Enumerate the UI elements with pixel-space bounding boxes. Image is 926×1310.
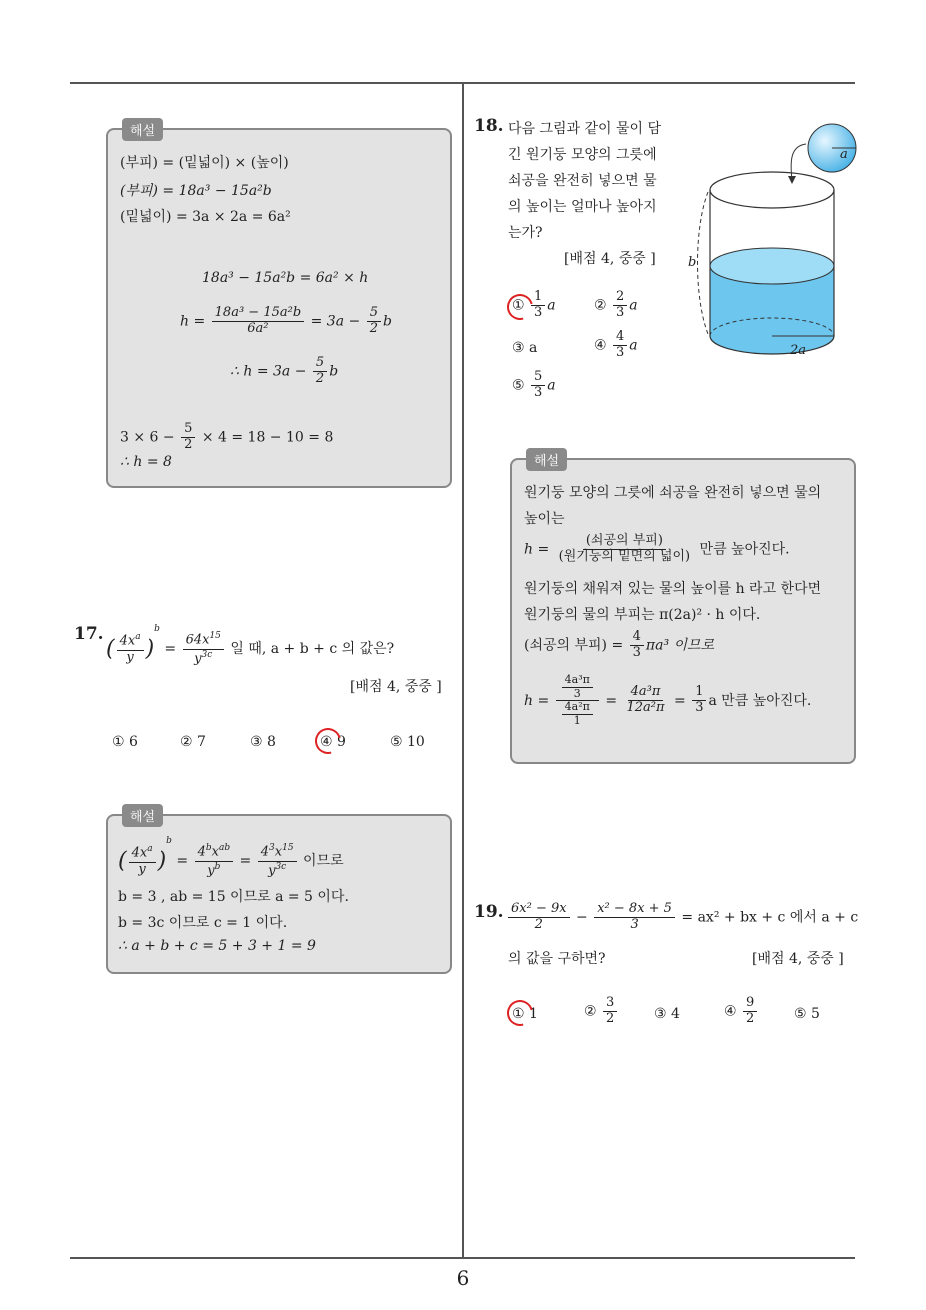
q18-choice-3[interactable]: ③ a	[512, 340, 538, 356]
sol16-line5: h = $\frac{\text{18a³ − 15a²b}}{\text{6a²}}$ = 3a − $\frac{5}{2}$ b	[180, 305, 392, 336]
sol18-line7: h = $\frac{\frac{\text{4a³π}}{3}}{\frac{\text{4a²π}}{1}}$ = $\frac{\text{4a³π}}{\text{12a²π}}$ = $\frac{1}{3}$ a 만큼 높아진다.	[524, 673, 812, 727]
solution-box-16	[106, 124, 452, 488]
cylinder-figure	[686, 118, 862, 374]
q18-choice-5[interactable]: ⑤ $\frac{5}{3}$ a	[512, 369, 556, 400]
q19-choice-4[interactable]: ④ $\frac{9}{2}$	[724, 996, 759, 1027]
question-17-equation: ( $\frac{4x^a}{y}$ )$^b$ = $\frac{64x^{15}}{y^{3c}}$ 일 때, a + b + c 의 값은?	[106, 624, 395, 666]
q17-choice-3[interactable]: ③ 8	[250, 734, 276, 750]
sol16-line4: 18a³ − 15a²b = 6a² × h	[202, 270, 369, 286]
cylinder-radius-label: 2a	[790, 343, 807, 358]
sol16-line3: (밑넓이) = 3a × 2a = 6a²	[120, 209, 291, 225]
q18-choice-1[interactable]: ① $\frac{1}{3}$ a	[512, 289, 556, 320]
q17-choice-4[interactable]: ④ 9	[320, 734, 346, 750]
question-17-number: 17.	[74, 624, 104, 644]
sol18-line4: 원기둥의 채워져 있는 물의 높이를 h 라고 한다면	[524, 581, 822, 597]
sol18-line5: 원기둥의 물의 부피는 π(2a)² · h 이다.	[524, 607, 761, 623]
q18-choice-2[interactable]: ② $\frac{2}{3}$ a	[594, 289, 638, 320]
sol18-line3: h = $\frac{\text{(쇠공의 부피)}}{\text{(원기둥의 밑면의 넓이)}}$ 만큼 높아진다.	[524, 533, 790, 564]
solution-tag: 해설	[122, 118, 163, 141]
solution-tag: 해설	[122, 804, 163, 827]
question-19-meta: [배점 4, 중중 ]	[752, 951, 844, 967]
ball-radius-label: a	[840, 147, 848, 162]
q19-choice-1[interactable]: ① 1	[512, 1006, 538, 1022]
page-number: 6	[456, 1266, 470, 1290]
sol16-line1: (부피) = (밑넓이) × (높이)	[120, 155, 289, 171]
q18-choice-4[interactable]: ④ $\frac{4}{3}$ a	[594, 329, 638, 360]
sol16-line8: ∴ h = 8	[120, 454, 172, 470]
sol17-line3: b = 3c 이므로 c = 1 이다.	[118, 915, 288, 931]
q17-choice-5[interactable]: ⑤ 10	[390, 734, 425, 750]
answer-circle-mark	[310, 723, 346, 759]
q19-choice-2[interactable]: ② $\frac{3}{2}$	[584, 996, 619, 1027]
question-19-line2: 의 값을 구하면?	[508, 951, 606, 967]
question-18-text: 다음 그림과 같이 물이 담 긴 원기둥 모양의 그릇에 쇠공을 완전히 넣으면 물 의 높이는 얼마나 높아지 는가?	[508, 121, 662, 241]
answer-circle-mark	[502, 995, 538, 1031]
sol18-line2: 높이는	[524, 511, 565, 527]
sol18-line1: 원기둥 모양의 그릇에 쇠공을 완전히 넣으면 물의	[524, 485, 822, 501]
q17-choice-1[interactable]: ① 6	[112, 734, 138, 750]
q19-choice-3[interactable]: ③ 4	[654, 1006, 680, 1022]
sol16-line2: (부피) = 18a³ − 15a²b	[120, 183, 272, 199]
sol16-line7: 3 × 6 − $\frac{5}{2}$ × 4 = 18 − 10 = 8	[120, 421, 334, 452]
question-19-number: 19.	[474, 902, 504, 922]
sol17-line4: ∴ a + b + c = 5 + 3 + 1 = 9	[118, 938, 316, 954]
question-18-meta: [배점 4, 중중 ]	[564, 251, 656, 267]
question-18-number: 18.	[474, 116, 504, 136]
column-divider	[462, 84, 464, 1257]
solution-tag: 해설	[526, 448, 567, 471]
sol18-line6: (쇠공의 부피) = $\frac{4}{3}$ πa³ 이므로	[524, 629, 715, 660]
sol17-line1: ( $\frac{4x^a}{y}$ )$^b$ = $\frac{4^bx^{ab}}{y^b}$ = $\frac{4^3x^{15}}{y^{3c}}$ 이므로	[118, 836, 344, 878]
question-19-equation: $\frac{\text{6x² − 9x}}{2}$ − $\frac{\text{x² − 8x + 5}}{3}$ = ax² + bx + c 에서 a + c	[506, 902, 858, 933]
sol16-line6: ∴ h = 3a − $\frac{5}{2}$ b	[230, 355, 339, 386]
bottom-rule	[70, 1257, 855, 1259]
solution-box-17	[106, 810, 452, 974]
q17-choice-2[interactable]: ② 7	[180, 734, 206, 750]
q19-choice-5[interactable]: ⑤ 5	[794, 1006, 820, 1022]
water-height-label: b	[688, 255, 697, 270]
sol17-line2: b = 3 , ab = 15 이므로 a = 5 이다.	[118, 889, 349, 905]
question-17-meta: [배점 4, 중중 ]	[350, 679, 442, 695]
solution-box-18	[510, 454, 856, 764]
